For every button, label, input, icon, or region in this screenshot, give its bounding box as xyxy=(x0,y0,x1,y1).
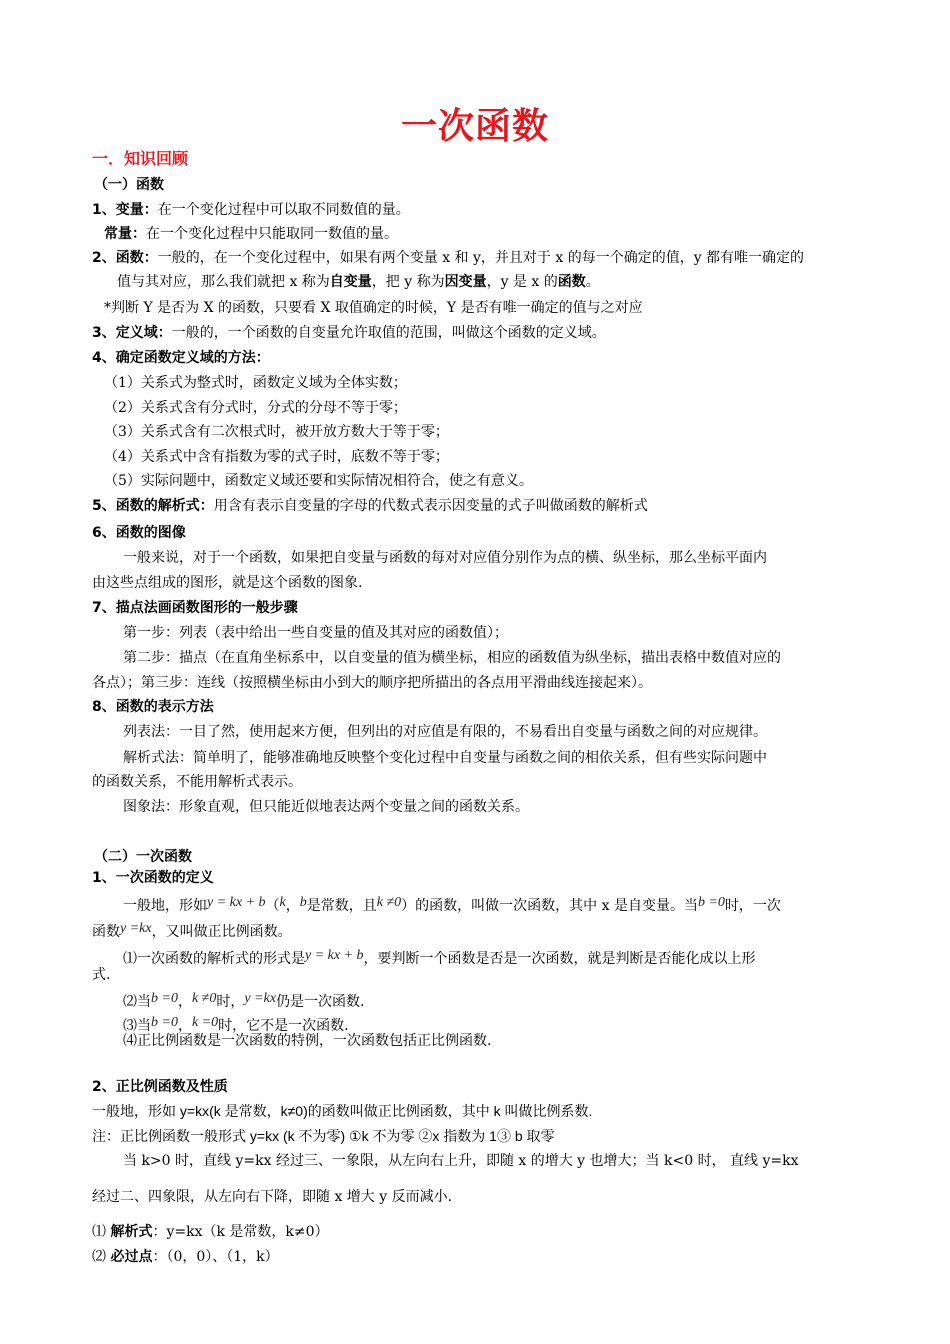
formula-k-ne-0: k ≠0 xyxy=(376,895,402,910)
analytic-definition: 5、函数的解析式：用含有表示自变量的字母的代数式表示因变量的式子叫做函数的解析式 xyxy=(92,498,648,514)
domain-method-item: （4）关系式中含有指数为零的式子时，底数不等于零； xyxy=(104,449,449,465)
function-definition-cont: 值与其对应，那么我们就把 x 称为自变量，把 y 称为因变量，y 是 x 的函数。 xyxy=(117,274,600,290)
proportional-note: 注：正比例函数一般形式 y=kx (k 不为零) ①k 不为零 ②x 指数为 1③ b 取零 xyxy=(92,1128,555,1144)
repr-table-method: 列表法：一目了然，使用起来方便，但列出的对应值是有限的，不易看出自变量与函数之间的对应规律。 xyxy=(123,724,767,740)
step-one: 第一步：列表（表中给出一些自变量的值及其对应的函数值）； xyxy=(123,625,508,641)
domain-method-item: （1）关系式为整式时，函数定义域为全体实数； xyxy=(104,375,407,391)
passing-points: ⑵ 必过点：（0，0）、（1，k） xyxy=(92,1249,279,1265)
formula-y-kx: y =kx xyxy=(120,921,152,936)
subsection-heading-linear: （二）一次函数 xyxy=(94,849,192,865)
repr-analytic-cont: 的函数关系，不能用解析式表示。 xyxy=(92,774,302,790)
step-two: 第二步：描点（在直角坐标系中，以自变量的值为横坐标，相应的函数值为纵坐标，描出表格中数值对应的 xyxy=(123,650,781,666)
page-title: 一次函数 xyxy=(400,106,549,147)
constant-definition: 常量：在一个变化过程中只能取同一数值的量。 xyxy=(104,226,398,242)
formula-y-kx-b: y = kx + b xyxy=(207,895,266,910)
linear-definition-heading: 1、一次函数的定义 xyxy=(92,870,214,886)
graph-heading: 6、函数的图像 xyxy=(92,525,186,541)
domain-method-item: （2）关系式含有分式时，分式的分母不等于零； xyxy=(104,400,407,416)
step-two-cont: 各点）；第三步：连线（按照横坐标由小到大的顺序把所描出的各点用平滑曲线连接起来）。 xyxy=(92,675,652,691)
note-one-cont: 式. xyxy=(92,967,111,983)
function-definition: 2、函数：一般的，在一个变化过程中，如果有两个变量 x 和 y，并且对于 x 的每一个确定的值，y 都有唯一确定的 xyxy=(92,250,805,266)
domain-method-heading: 4、确定函数定义域的方法： xyxy=(92,350,270,366)
judge-note: *判断 Y 是否为 X 的函数，只要看 X 取值确定的时候，Y 是否有唯一确定的值与之对应 xyxy=(104,300,643,316)
analytic-form: ⑴ 解析式：y=kx（k 是常数，k≠0） xyxy=(92,1224,329,1240)
graph-text: 一般来说，对于一个函数，如果把自变量与函数的每对对应值分别作为点的横、纵坐标，那么坐标平面内 xyxy=(123,550,767,566)
note-one: ⑴一次函数的解析式的形式是y = kx + b，要判断一个函数是否是一次函数，就是判断是否能化成以上形 xyxy=(123,948,756,967)
representation-heading: 8、函数的表示方法 xyxy=(92,699,214,715)
note-four: ⑷正比例函数是一次函数的特例，一次函数包括正比例函数. xyxy=(123,1033,492,1049)
graph-text-cont: 由这些点组成的图形，就是这个函数的图象. xyxy=(92,575,363,591)
note-two: ⑵当b =0，k ≠0时，y =kx仍是一次函数. xyxy=(123,991,365,1010)
repr-graph-method: 图象法：形象直观，但只能近似地表达两个变量之间的函数关系。 xyxy=(123,799,529,815)
formula-b-eq-0: b =0 xyxy=(697,895,725,910)
domain-method-item: （5）实际问题中，函数定义域还要和实际情况相符合，使之有意义。 xyxy=(104,473,533,489)
section-heading: 一．知识回顾 xyxy=(92,149,189,168)
proportional-property-cont: 经过二、四象限，从左向右下降，即随 x 增大 y 反而减小. xyxy=(92,1189,453,1205)
proportional-definition: 一般地，形如 y=kx(k 是常数，k≠0)的函数叫做正比例函数，其中 k 叫做比例系数. xyxy=(92,1103,593,1119)
steps-heading: 7、描点法画函数图形的一般步骤 xyxy=(92,600,298,616)
subsection-heading-function: （一）函数 xyxy=(94,177,164,193)
variable-definition: 1、变量：在一个变化过程中可以取不同数值的量。 xyxy=(92,202,410,218)
proportional-property: 当 k>0 时，直线 y=kx 经过三、一象限，从左向右上升，即随 x 的增大 y 也增大；当 k<0 时， 直线 y=kx xyxy=(123,1153,799,1169)
linear-definition-cont: 函数y =kx，又叫做正比例函数。 xyxy=(92,921,292,940)
proportional-heading: 2、正比例函数及性质 xyxy=(92,1079,228,1095)
linear-definition: 一般地，形如y = kx + b（k，b是常数，且k ≠0）的函数，叫做一次函数，其中 x 是自变量。当b =0时，一次 xyxy=(123,895,781,914)
note-three: ⑶当b =0，k =0时，它不是一次函数. xyxy=(123,1015,349,1034)
domain-definition: 3、定义域：一般的，一个函数的自变量允许取值的范围，叫做这个函数的定义域。 xyxy=(92,325,606,341)
repr-analytic-method: 解析式法：简单明了，能够准确地反映整个变化过程中自变量与函数之间的相依关系，但有些实际问题中 xyxy=(123,750,767,766)
domain-method-item: （3）关系式含有二次根式时，被开放方数大于等于零； xyxy=(104,424,449,440)
